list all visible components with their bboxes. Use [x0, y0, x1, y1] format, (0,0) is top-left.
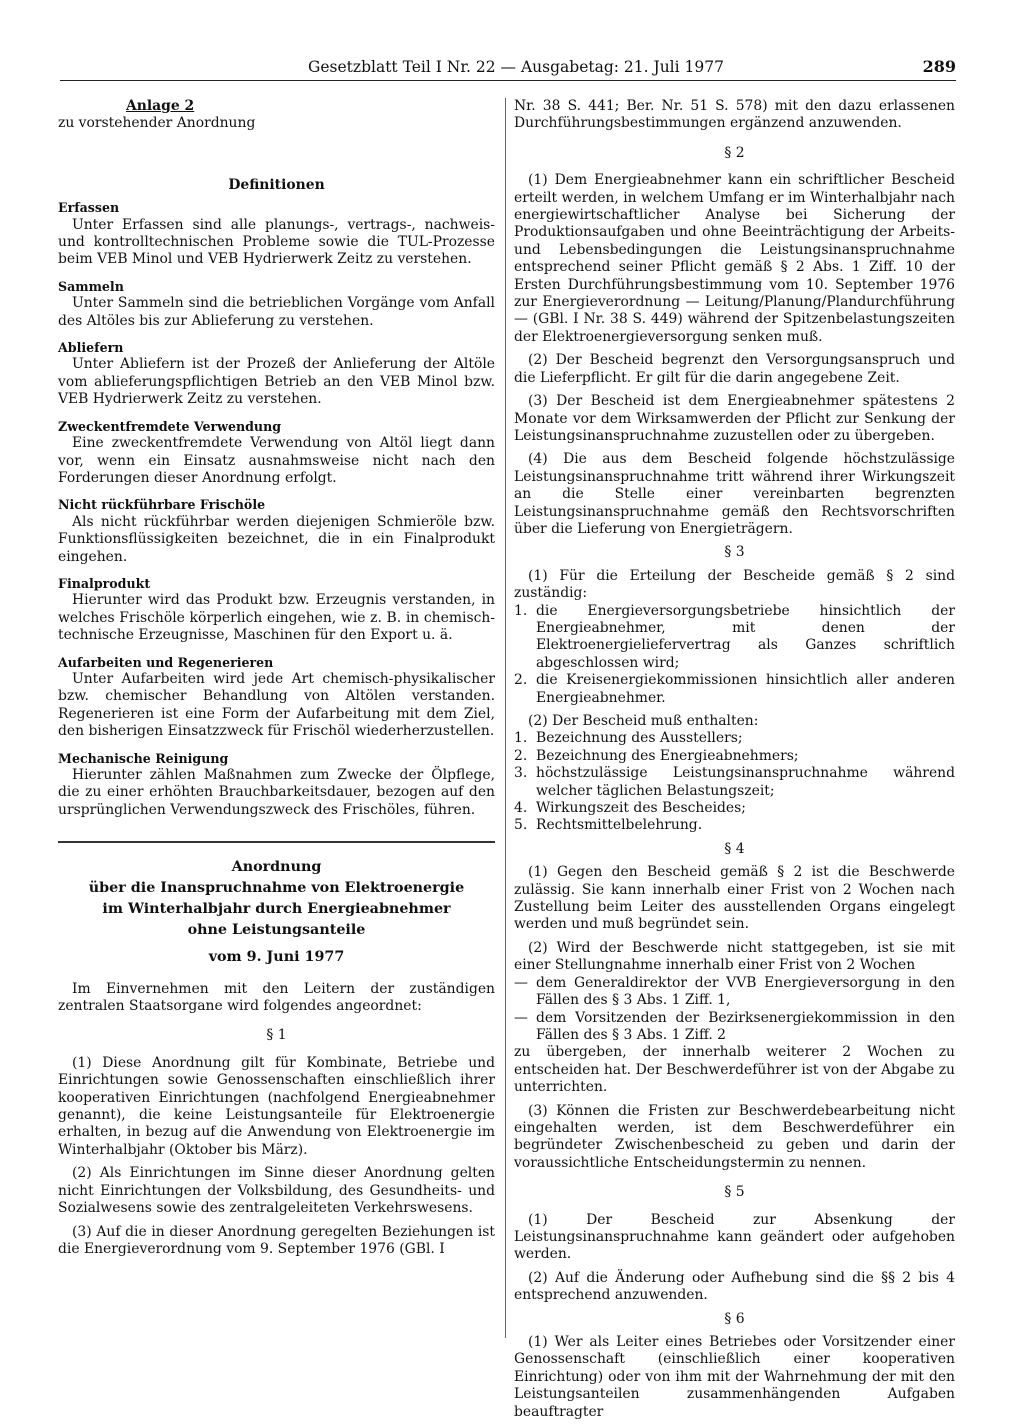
- list-text: Wirkungszeit des Bescheides;: [536, 800, 746, 817]
- dash-item: [514, 1010, 955, 1045]
- dash-mark: —: [514, 974, 528, 991]
- page-number: 289: [922, 57, 956, 76]
- s3-paragraph-2: (2) Der Bescheid muß enthalten:: [528, 713, 759, 729]
- definition-text: Hierunter zählen Maßnahmen zum Zwecke der Ölpflege, die zu einer erhöhten Brauchbarkeitsdauer, bezogen auf den ursprünglichen Verwendungszweck des Frischöles, führen.: [58, 767, 495, 818]
- list-number: 5.: [514, 817, 528, 834]
- ordinance-title-line: über die Inanspruchnahme von Elektroenergie: [88, 880, 465, 897]
- s4-paragraph-3: (3) Können die Fristen zur Beschwerdebearbeitung nicht eingehalten werden, ist dem Beschwerdeführer ein begründeter Zwischenbescheid zu geben und darin der voraussichtliche Entscheidungstermin zu nennen.: [514, 1102, 955, 1171]
- s1-paragraph-2: (2) Als Einrichtungen im Sinne dieser Anordnung gelten nicht Einrichtungen der Volksbildung, des Gesundheits- und Sozialwesens sowie des zentralgeleiteten Verkehrswesens.: [58, 1165, 495, 1217]
- definition-term: Aufarbeiten und Regenerieren: [58, 654, 274, 670]
- list-text: Rechtsmittelbelehrung.: [536, 817, 703, 834]
- annex-subtitle: zu vorstehender Anordnung: [58, 115, 256, 132]
- section-heading-6: § 6: [724, 1310, 745, 1327]
- definitions-list: [58, 199, 495, 819]
- list-item: [514, 817, 955, 834]
- definition-term: Finalprodukt: [58, 575, 151, 591]
- section-heading-4: § 4: [724, 840, 745, 857]
- list-item: [514, 672, 955, 707]
- section-separator: [58, 841, 495, 843]
- list-item: [514, 765, 955, 800]
- s5-paragraph-2: (2) Auf die Änderung oder Aufhebung sind die §§ 2 bis 4 entsprechend anzuwenden.: [514, 1269, 955, 1304]
- definition-term: Zweckentfremdete Verwendung: [58, 418, 282, 434]
- list-number: 4.: [514, 800, 528, 817]
- dash-item: [514, 975, 955, 1010]
- definition-term: Erfassen: [58, 200, 120, 216]
- s2-paragraph-2: (2) Der Bescheid begrenzt den Versorgungsanspruch und die Lieferpflicht. Er gilt für die darin angegebene Zeit.: [514, 352, 955, 386]
- ordinance-title: [58, 857, 495, 941]
- list-text: Bezeichnung des Energieabnehmers;: [536, 747, 799, 764]
- dash-text: dem Vorsitzenden der Bezirksenergiekommission in den Fällen des § 3 Abs. 1 Ziff. 2: [536, 1009, 955, 1043]
- continuation-text: Nr. 38 S. 441; Ber. Nr. 51 S. 578) mit den dazu erlassenen Durchführungsbestimmungen ergänzend anzuwenden.: [514, 98, 955, 132]
- list-number: 2.: [514, 672, 528, 689]
- s1-paragraph-1: (1) Diese Anordnung gilt für Kombinate, Betriebe und Einrichtungen sowie Genossenschaften einschließlich ihrer kooperativen Einrichtungen (nachfolgend Energieabnehmer genannt), die keine Leistungsanteile für Elektroenergie erhalten, in bezug auf die Anwendung von Elektroenergie im Winterhalbjahr (Oktober bis März).: [58, 1054, 495, 1158]
- right-column: [514, 98, 955, 1427]
- list-number: 3.: [514, 765, 528, 782]
- list-text: die Kreisenergiekommissionen hinsichtlich aller anderen Energieabnehmer.: [536, 672, 955, 706]
- list-item: [514, 730, 955, 747]
- list-text: Bezeichnung des Ausstellers;: [536, 730, 743, 747]
- definition-term: Mechanische Reinigung: [58, 750, 229, 766]
- s2-paragraph-4: (4) Die aus dem Bescheid folgende höchstzulässige Leistungsinanspruchnahme tritt während ihrer Wirkungszeit an die Stelle einer vereinbarten begrenzten Leistungsinanspruchnahme gemäß den Rechtsvorschriften über die Lieferung von Energieträgern.: [514, 451, 955, 537]
- header-rule: [60, 80, 956, 81]
- section-heading-1: § 1: [266, 1027, 287, 1044]
- section-heading-3: § 3: [724, 544, 745, 561]
- section-heading-2: § 2: [724, 144, 745, 161]
- definition-text: Eine zweckentfremdete Verwendung von Altöl liegt dann vor, wenn ein Einsatz ausnahmsweise nicht nach den Forderungen dieser Anordnung erfolgt.: [58, 435, 495, 486]
- dash-text: dem Generaldirektor der VVB Energieversorgung in den Fällen des § 3 Abs. 1 Ziff. 1,: [536, 974, 955, 1009]
- column-divider: [505, 98, 506, 1338]
- definition-term: Abliefern: [58, 340, 124, 356]
- definition-text: Unter Aufarbeiten wird jede Art chemisch-physikalischer bzw. chemischer Behandlung von Altölen verstanden. Regenerieren ist eine Form der Aufarbeitung mit dem Ziel, den bisherigen Einsatzzweck für Frischöl wiederherzustellen.: [58, 670, 495, 740]
- list-text: höchstzulässige Leistungsinanspruchnahme während welcher täglichen Belastungszeit;: [536, 765, 955, 799]
- running-title: Gesetzblatt Teil I Nr. 22 — Ausgabetag: 21. Juli 1977: [308, 58, 724, 76]
- s4-paragraph-1: (1) Gegen den Bescheid gemäß § 2 ist die Beschwerde zulässig. Sie kann innerhalb einer Frist von 2 Wochen nach Zustellung beim Leiter des ausstellenden Organs eingelegt werden und muß begründet sein.: [514, 864, 955, 933]
- definition-text: Unter Abliefern ist der Prozeß der Anlieferung der Altöle vom ablieferungspflichtigen Betrieb an den VEB Minol bzw. VEB Hydrierwerk Zeitz zu verstehen.: [58, 356, 495, 408]
- list-number: 2.: [514, 747, 528, 764]
- list-item: [514, 603, 955, 673]
- annex-title: Anlage 2: [126, 98, 195, 114]
- ordinance-title-line: ohne Leistungsanteile: [187, 922, 366, 939]
- list-number: 1.: [514, 602, 528, 619]
- definition-text: Hierunter wird das Produkt bzw. Erzeugnis verstanden, in welches Frischöle körperlich eingehen, wie z. B. in chemisch-technische Erzeugnisse, Maschinen für den Export u. ä.: [58, 592, 495, 644]
- definition-text: Als nicht rückführbar werden diejenigen Schmieröle bzw. Funktionsflüssigkeiten bezeichnet, die in ein Finalprodukt eingehen.: [58, 513, 495, 565]
- list-text: die Energieversorgungsbetriebe hinsichtlich der Energieabnehmer, mit denen der Elektroenergieliefervertrag als Ganzes schriftlich abgeschlossen wird;: [536, 602, 955, 671]
- left-column: [58, 98, 495, 1264]
- definition-term: Sammeln: [58, 278, 124, 294]
- s1-paragraph-3: (3) Auf die in dieser Anordnung geregelten Beziehungen ist die Energieverordnung vom 9. September 1976 (GBl. I: [58, 1223, 495, 1257]
- s2-paragraph-3: (3) Der Bescheid ist dem Energieabnehmer spätestens 2 Monate vor dem Wirksamwerden der Pflicht zur Senkung der Leistungsinanspruchnahme zuzustellen oder zu übergeben.: [514, 393, 955, 444]
- ordinance-title-line: im Winterhalbjahr durch Energieabnehmer: [102, 901, 451, 918]
- list-number: 1.: [514, 730, 528, 747]
- s5-paragraph-1: (1) Der Bescheid zur Absenkung der Leistungsinanspruchnahme kann geändert oder aufgehoben werden.: [514, 1211, 955, 1263]
- page-header: [60, 58, 956, 84]
- s4-paragraph-2: (2) Wird der Beschwerde nicht stattgegeben, ist sie mit einer Stellungnahme innerhalb einer Frist von 2 Wochen: [514, 939, 955, 974]
- dash-mark: —: [514, 1009, 528, 1026]
- s6-paragraph-1: (1) Wer als Leiter eines Betriebes oder Vorsitzender einer Genossenschaft (einschließlich einer kooperativen Einrichtung) oder von ihm mit der Wahrnehmung der mit den Leistungsanteilen zusammenhängenden Aufgaben beauftragter: [514, 1334, 955, 1420]
- preamble: Im Einvernehmen mit den Leitern der zuständigen zentralen Staatsorgane wird folgendes angeordnet:: [58, 980, 495, 1015]
- s3-paragraph-1: (1) Für die Erteilung der Bescheide gemäß § 2 sind zuständig:: [514, 567, 955, 602]
- definitions-title: Definitionen: [228, 176, 325, 193]
- list-item: [514, 800, 955, 817]
- ordinance-date: vom 9. Juni 1977: [208, 949, 345, 966]
- definition-text: Unter Erfassen sind alle planungs-, vertrags-, nachweis- und kontrolltechnischen Probleme sowie die TUL-Prozesse beim VEB Minol und VEB Hydrierwerk Zeitz zu verstehen.: [58, 216, 495, 268]
- list-item: [514, 748, 955, 765]
- s4-paragraph-2-continued: zu übergeben, der innerhalb weiterer 2 Wochen zu entscheiden hat. Der Beschwerdeführer ist von der Abgabe zu unterrichten.: [514, 1044, 955, 1096]
- ordinance-title-line: Anordnung: [231, 859, 322, 876]
- section-heading-5: § 5: [724, 1184, 745, 1201]
- definition-term: Nicht rückführbare Frischöle: [58, 497, 266, 513]
- s2-paragraph-1: (1) Dem Energieabnehmer kann ein schriftlicher Bescheid erteilt werden, in welchem Umfang er im Winterhalbjahr nach energiewirtschaftlicher Analyse bei Sicherung der Produktionsaufgaben und ohne Beeinträchtigung der Arbeits- und Lebensbedingungen die Leistungsinanspruchnahme entsprechend seiner Pflicht gemäß § 2 Abs. 1 Ziff. 10 der Ersten Durchführungsbestimmung vom 10. September 1976 zur Energieverordnung — Leitung/Planung/Plandurchführung — (GBl. I Nr. 38 S. 449) während der Spitzenbelastungszeiten der Elektroenergieversorgung senken muß.: [514, 172, 955, 345]
- definition-text: Unter Sammeln sind die betrieblichen Vorgänge vom Anfall des Altöles bis zur Ablieferung zu verstehen.: [58, 295, 495, 329]
